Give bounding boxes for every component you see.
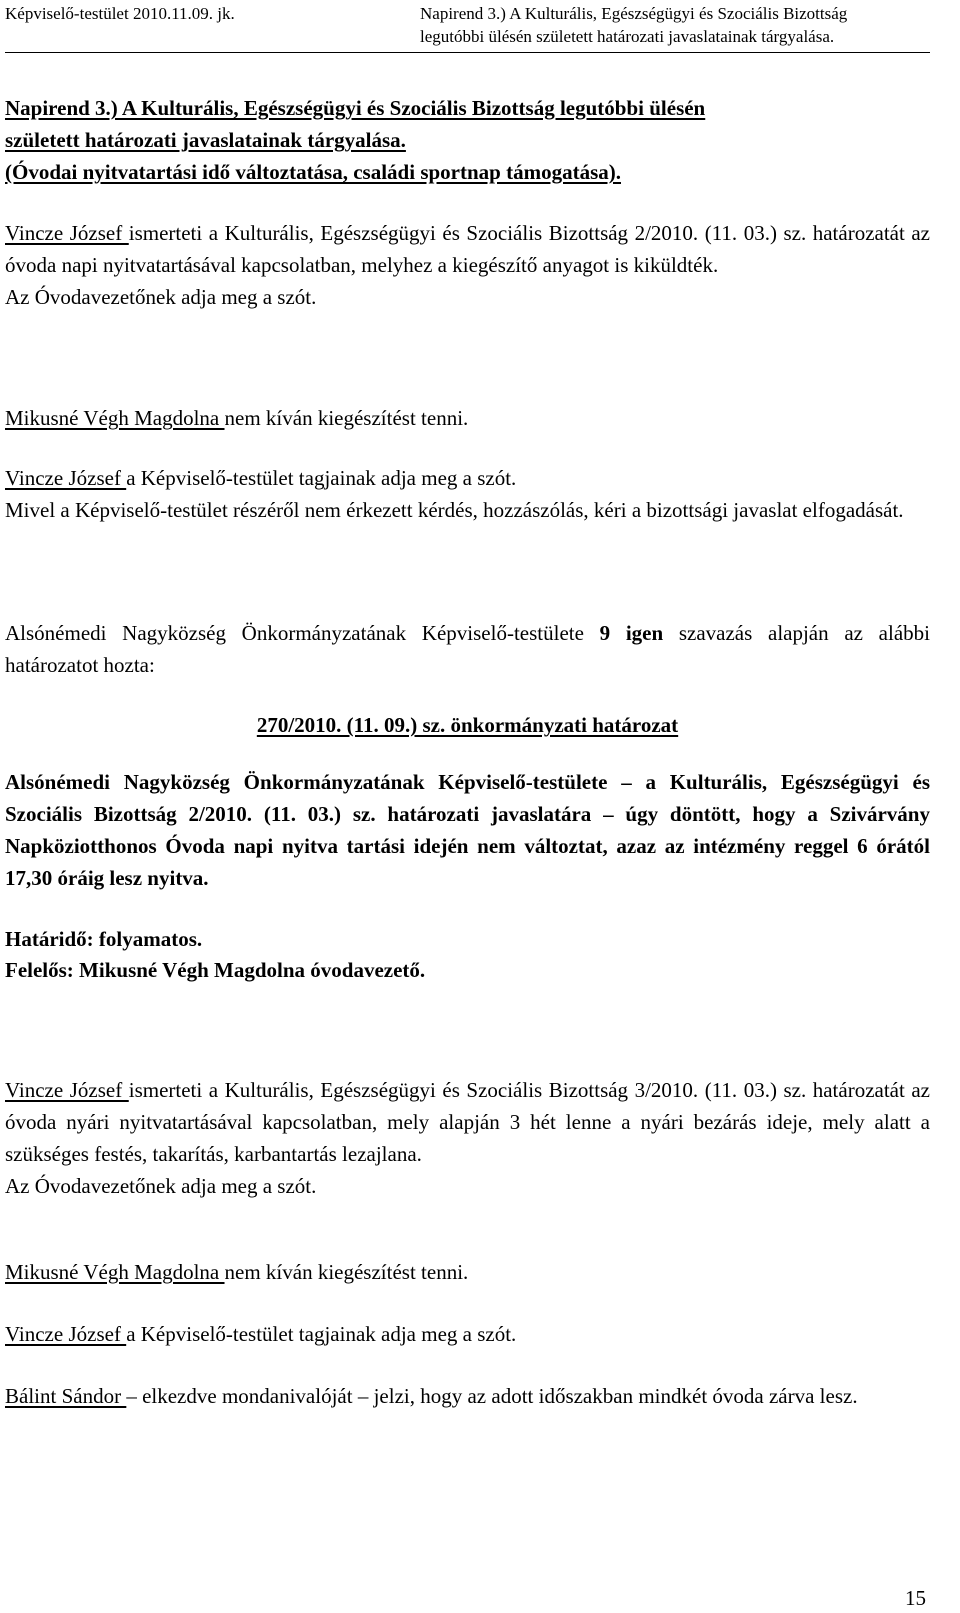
speaker-name: Mikusné Végh Magdolna xyxy=(5,406,225,430)
vote-count: 9 igen xyxy=(599,621,664,645)
speaker-name: Mikusné Végh Magdolna xyxy=(5,1260,225,1284)
paragraph-text: nem kíván kiegészítést tenni. xyxy=(224,406,469,430)
paragraph-text: a Képviselő-testület tagjainak adja meg a szót. xyxy=(126,466,517,490)
section1-paragraph3 xyxy=(5,462,930,526)
speaker-name: Vincze József xyxy=(5,1078,129,1102)
resolution-number-text: 270/2010. (11. 09.) sz. önkormányzati határozat xyxy=(256,713,679,737)
header-divider xyxy=(5,52,930,53)
page-number: 15 xyxy=(905,1586,926,1610)
running-header-left: Képviselő-testület 2010.11.09. jk. xyxy=(5,4,235,23)
resolution-responsible: Felelős: Mikusné Végh Magdolna óvodavezető. xyxy=(5,958,426,982)
paragraph-text: ismerteti a Kulturális, Egészségügyi és Szociális Bizottság 2/2010. (11. 03.) sz. határozatát az óvoda napi nyitvatartásával kapcsolatban, melyhez a kiegészítő anyagot is kiküldték. xyxy=(5,221,931,277)
speaker-name: Vincze József xyxy=(5,466,127,490)
speaker-name: Bálint Sándor xyxy=(5,1384,127,1408)
paragraph-text: a Képviselő-testület tagjainak adja meg a szót. xyxy=(126,1322,517,1346)
agenda-title-line1: Napirend 3.) A Kulturális, Egészségügyi és Szociális Bizottság legutóbbi ülésén xyxy=(5,96,706,120)
speaker-name: Vincze József xyxy=(5,1322,127,1346)
section2-paragraph1 xyxy=(5,1074,930,1202)
resolution-body: Alsónémedi Nagyközség Önkormányzatának Képviselő-testülete – a Kulturális, Egészségügyi és Szociális Bizottság 2/2010. (11. 03.) sz. határozati javaslatára – úgy döntött, hogy a Szivárvány Napköziotthonos Óvoda napi nyitva tartási idején nem változtat, azaz az intézmény reggel 6 órától 17,30 óráig lesz nyitva. xyxy=(5,770,930,890)
section1-paragraph2 xyxy=(5,402,930,434)
paragraph-text: nem kíván kiegészítést tenni. xyxy=(224,1260,469,1284)
paragraph-text: – elkezdve mondanivalóját – jelzi, hogy az adott időszakban mindkét óvoda zárva lesz. xyxy=(126,1384,858,1408)
section2-paragraph3 xyxy=(5,1318,930,1350)
agenda-title-line3: (Óvodai nyitvatartási idő változtatása, családi sportnap támogatása). xyxy=(5,160,621,184)
vote-statement xyxy=(5,617,930,681)
running-header-right xyxy=(420,2,930,48)
section2-paragraph2 xyxy=(5,1256,930,1288)
section1-paragraph1 xyxy=(5,217,930,313)
paragraph-text: ismerteti a Kulturális, Egészségügyi és Szociális Bizottság 3/2010. (11. 03.) sz. határozatát az óvoda nyári nyitvatartásával kapcsolatban, mely alapján 3 hét lenne a nyári bezárás ideje, mely alatt a szükséges festés, takarítás, karbantartás lezajlana. xyxy=(5,1078,931,1166)
vote-text-after: szavazás alapján az alábbi határozatot hozta: xyxy=(5,621,930,677)
section2-paragraph4 xyxy=(5,1380,930,1412)
running-header-right-line1: Napirend 3.) A Kulturális, Egészségügyi és Szociális Bizottság xyxy=(420,4,848,23)
resolution-deadline: Határidő: folyamatos. xyxy=(5,927,203,951)
agenda-title xyxy=(5,92,930,188)
paragraph-line: Az Óvodavezetőnek adja meg a szót. xyxy=(5,1174,317,1198)
running-header-right-line2: legutóbbi ülésén született határozati javaslatainak tárgyalása. xyxy=(420,27,835,46)
speaker-name: Vincze József xyxy=(5,221,129,245)
resolution-number xyxy=(5,709,930,741)
paragraph-line: Mivel a Képviselő-testület részéről nem érkezett kérdés, hozzászólás, kéri a bizottsági javaslat elfogadását. xyxy=(5,498,904,522)
vote-text-before: Alsónémedi Nagyközség Önkormányzatának Képviselő-testülete xyxy=(5,621,600,645)
paragraph-line: Az Óvodavezetőnek adja meg a szót. xyxy=(5,285,317,309)
agenda-title-line2: született határozati javaslatainak tárgyalása. xyxy=(5,128,406,152)
